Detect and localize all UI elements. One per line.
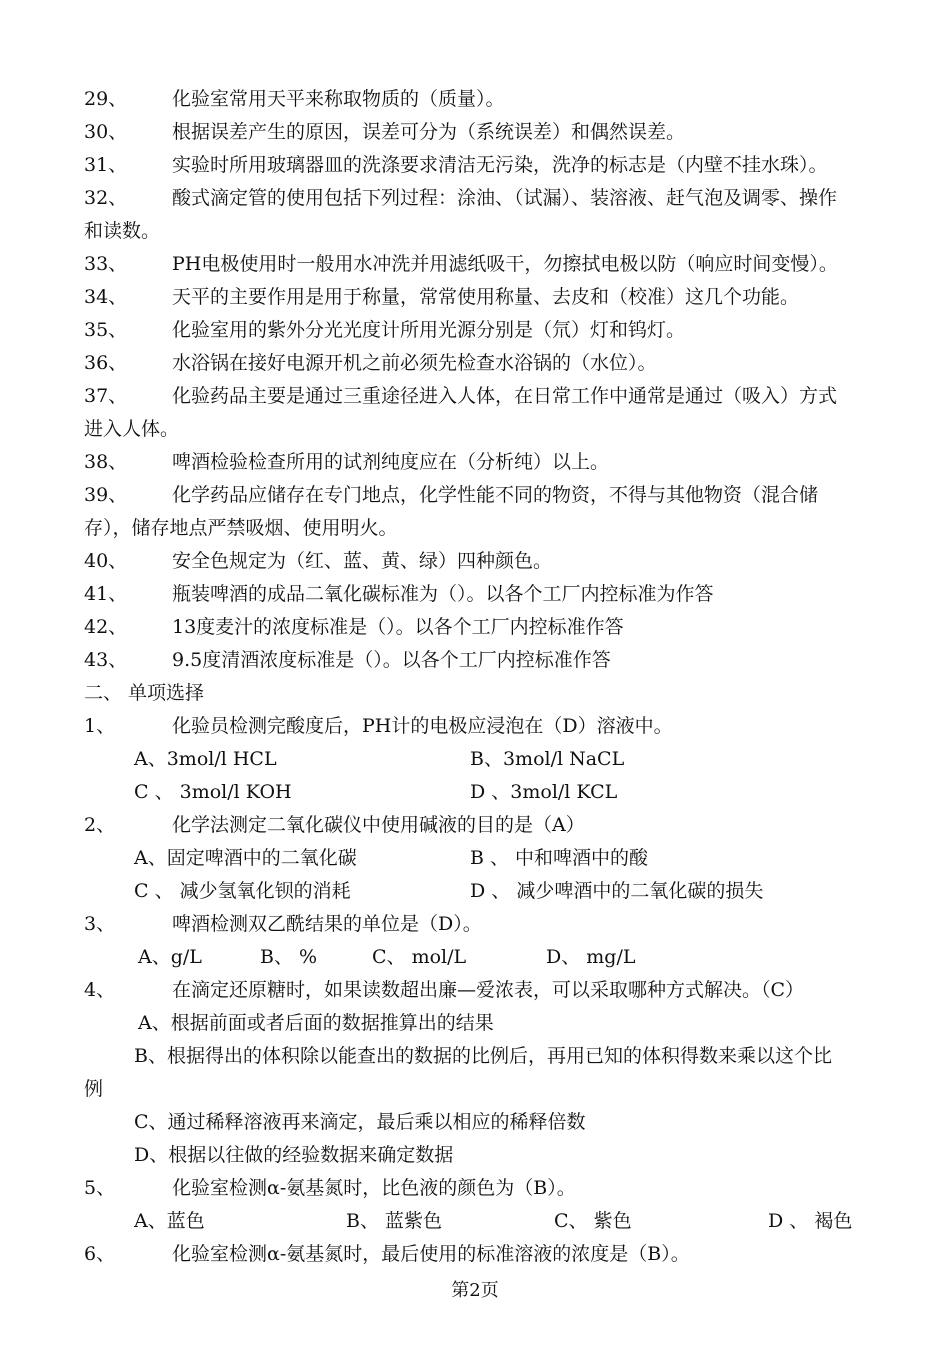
question-2-options-ab: [84, 842, 870, 875]
item-40: 40、 安全色规定为（红、蓝、黄、绿）四种颜色。: [84, 550, 553, 572]
option-d: D、根据以往做的经验数据来确定数据: [134, 1144, 454, 1166]
option-a: A、固定啤酒中的二氧化碳: [134, 847, 357, 869]
item-38: 38、 啤酒检验检查所用的试剂纯度应在（分析纯）以上。: [84, 451, 610, 473]
option-b: B、 %: [260, 946, 318, 968]
item-30: 30、 根据误差产生的原因，误差可分为（系统误差）和偶然误差。: [84, 121, 686, 143]
item-32: 32、 酸式滴定管的使用包括下列过程：涂油、（试漏）、装溶液、赶气泡及调零、操作: [84, 187, 838, 209]
option-b: B 、 中和啤酒中的酸: [470, 847, 649, 869]
option-d: D、 mg/L: [546, 946, 636, 968]
item-32-continued: 和读数。: [84, 220, 161, 242]
option-a: A、g/L: [138, 946, 202, 968]
option-c: C、 mol/L: [372, 946, 467, 968]
option-b: B、3mol/l NaCL: [470, 748, 625, 770]
question-1: 1、 化验员检测完酸度后，PH计的电极应浸泡在（D）溶液中。: [84, 715, 673, 737]
section-title: 二、 单项选择: [84, 682, 205, 704]
option-c: C 、 减少氢氧化钡的消耗: [134, 880, 351, 902]
option-a: A、根据前面或者后面的数据推算出的结果: [138, 1012, 494, 1034]
option-d: D 、3mol/l KCL: [470, 781, 618, 803]
item-37-continued: 进入人体。: [84, 418, 180, 440]
page-number: 第2页: [451, 1280, 499, 1301]
option-a: A、3mol/l HCL: [134, 748, 277, 770]
option-d: D 、 褐色: [768, 1210, 853, 1232]
option-a: A、蓝色: [134, 1210, 205, 1232]
question-1-options-cd: [84, 776, 870, 809]
item-29: 29、 化验室常用天平来称取物质的（质量）。: [84, 88, 505, 110]
option-b: B、 蓝紫色: [346, 1210, 443, 1232]
item-37: 37、 化验药品主要是通过三重途径进入人体，在日常工作中通常是通过（吸入）方式: [84, 385, 838, 407]
option-d: D 、 减少啤酒中的二氧化碳的损失: [470, 880, 764, 902]
option-b: B、根据得出的体积除以能查出的数据的比例后，再用已知的体积得数来乘以这个比: [134, 1045, 832, 1067]
item-33: 33、 PH电极使用时一般用水冲洗并用滤纸吸干，勿擦拭电极以防（响应时间变慢）。: [84, 253, 838, 275]
document-page: [84, 83, 870, 1271]
question-5-options: [84, 1205, 870, 1238]
option-c: C 、 3mol/l KOH: [134, 781, 292, 803]
item-31: 31、 实验时所用玻璃器皿的洗涤要求清洁无污染，洗净的标志是（内壁不挂水珠）。: [84, 154, 828, 176]
question-1-options-ab: [84, 743, 870, 776]
option-c: C、通过稀释溶液再来滴定，最后乘以相应的稀释倍数: [134, 1111, 586, 1133]
item-43: 43、 9.5度清酒浓度标准是（）。以各个工厂内控标准作答: [84, 649, 611, 671]
item-35: 35、 化验室用的紫外分光光度计所用光源分别是（氘）灯和钨灯。: [84, 319, 686, 341]
item-39-continued: 存），储存地点严禁吸烟、使用明火。: [84, 517, 398, 539]
question-3-options: [84, 941, 870, 974]
question-2: 2、 化学法测定二氧化碳仪中使用碱液的目的是（A）: [84, 814, 585, 836]
option-c: C、 紫色: [554, 1210, 632, 1232]
item-36: 36、 水浴锅在接好电源开机之前必须先检查水浴锅的（水位）。: [84, 352, 657, 374]
item-42: 42、 13度麦汁的浓度标准是（）。以各个工厂内控标准作答: [84, 616, 624, 638]
question-5: 5、 化验室检测α-氨基氮时，比色液的颜色为（B）。: [84, 1177, 576, 1199]
option-b-continued: 例: [84, 1078, 104, 1100]
question-2-options-cd: [84, 875, 870, 908]
item-41: 41、 瓶装啤酒的成品二氧化碳标准为（）。以各个工厂内控标准为作答: [84, 583, 714, 605]
item-34: 34、 天平的主要作用是用于称量，常常使用称量、去皮和（校准）这几个功能。: [84, 286, 800, 308]
question-6: 6、 化验室检测α-氨基氮时，最后使用的标准溶液的浓度是（B）。: [84, 1243, 690, 1265]
item-39: 39、 化学药品应储存在专门地点，化学性能不同的物资，不得与其他物资（混合储: [84, 484, 819, 506]
question-4: 4、 在滴定还原糖时，如果读数超出廉—爱浓表，可以采取哪种方式解决。（C）: [84, 979, 805, 1001]
question-3: 3、 啤酒检测双乙酰结果的单位是（D）。: [84, 913, 482, 935]
